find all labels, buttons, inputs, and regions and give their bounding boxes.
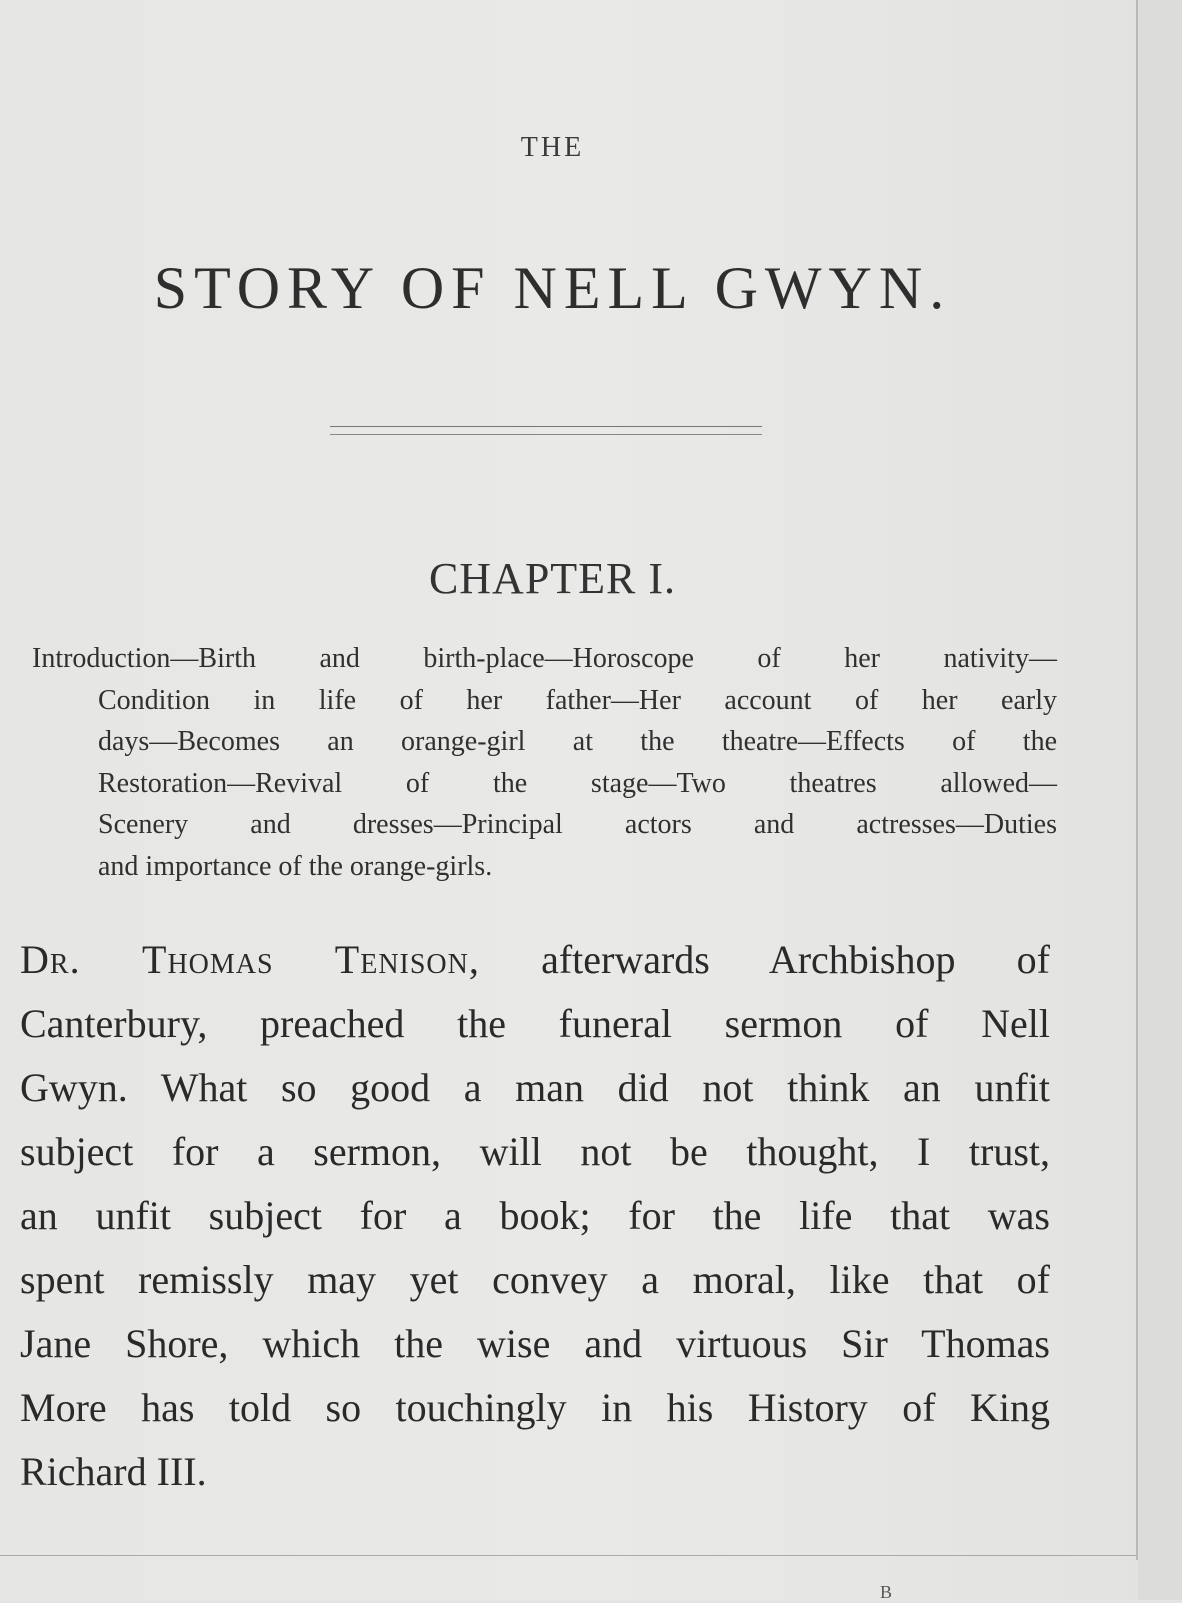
page-gutter (1138, 0, 1182, 1600)
body-line: Jane Shore, which the wise and virtuous Sir Thomas (20, 1321, 1050, 1366)
body-line: subject for a sermon, will not be thought, I trust, (20, 1129, 1050, 1174)
chapter-summary (32, 638, 1057, 887)
chapter-heading: CHAPTER I. (428, 554, 677, 603)
title-article: THE (520, 132, 585, 163)
signature-mark: B (880, 1582, 893, 1602)
page-bottom-edge (0, 1555, 1136, 1556)
body-line: an unfit subject for a book; for the life that was (20, 1193, 1050, 1238)
body-line-rest: afterwards Archbishop of (541, 937, 1050, 982)
book-title: STORY OF NELL GWYN. (153, 255, 952, 321)
author-name: Dr. Thomas (20, 937, 274, 982)
body-line: Gwyn. What so good a man did not think an unfit (20, 1065, 1050, 1110)
body-line: Canterbury, preached the funeral sermon of Nell (20, 1001, 1050, 1046)
summary-line: and importance of the orange-girls. (98, 850, 493, 882)
summary-line: Condition in life of her father—Her account of her early (98, 684, 1057, 716)
summary-line: Introduction—Birth and birth-place—Horoscope of her nativity— (32, 643, 1057, 674)
author-surname: Tenison, (334, 937, 480, 982)
summary-line: days—Becomes an orange-girl at the theatre—Effects of the (98, 726, 1057, 757)
body-line: More has told so touchingly in his History of King (20, 1385, 1050, 1430)
title-double-rule (330, 426, 762, 435)
summary-line: Restoration—Revival of the stage—Two theatres allowed— (98, 767, 1057, 799)
chapter-body (20, 928, 1050, 1504)
body-line: spent remissly may yet convey a moral, like that of (20, 1257, 1050, 1302)
summary-line: Scenery and dresses—Principal actors and actresses—Duties (98, 809, 1057, 840)
body-line: Richard III. (20, 1449, 207, 1494)
body-line-first (20, 928, 1050, 992)
page-edge (1136, 0, 1138, 1560)
